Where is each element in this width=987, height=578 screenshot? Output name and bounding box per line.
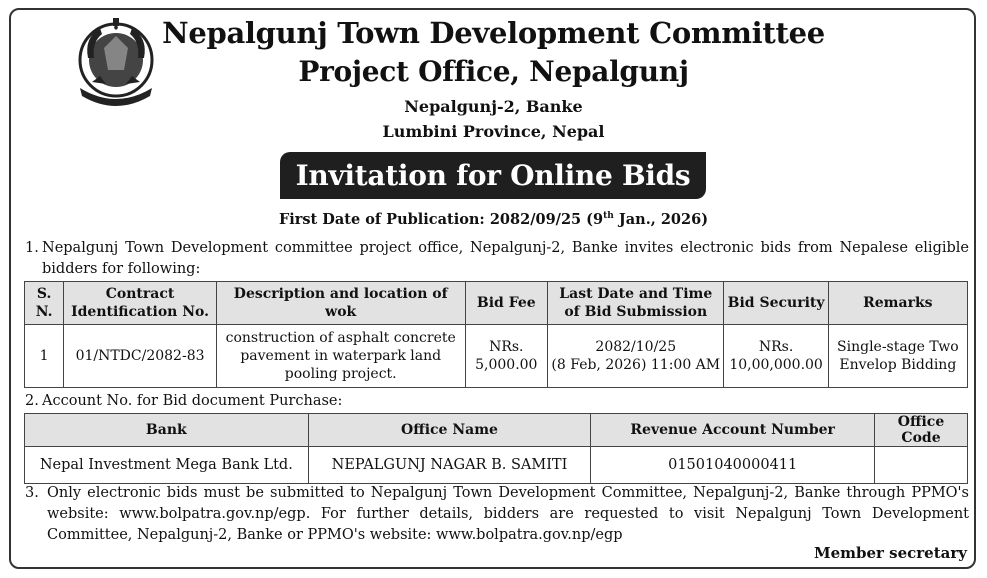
account-table — [24, 413, 968, 484]
paragraph-2 — [25, 391, 969, 412]
publication-date-suffix: Jan., 2026) — [613, 211, 709, 228]
paragraph-text: Nepalgunj Town Development committee project office, Nepalgunj-2, Banke invites electronic bids from Nepalese eligible bidders for following: — [42, 240, 969, 277]
header-sn: S. N. — [25, 282, 64, 325]
paragraph-number: 1. — [25, 240, 39, 256]
paragraph-number: 3. — [25, 485, 39, 501]
paragraph-number: 2. — [25, 393, 39, 409]
paragraph-3 — [25, 483, 969, 546]
header-remarks: Remarks — [828, 282, 967, 325]
bid-table — [24, 281, 968, 388]
header-last-date: Last Date and Time of Bid Submission — [548, 282, 724, 325]
last-date: 2082/10/25 — [595, 339, 677, 355]
committee-title: Nepalgunj Town Development Committee — [162, 16, 825, 50]
table-row — [25, 447, 968, 484]
header-bid-security: Bid Security — [724, 282, 828, 325]
address-line-1: Nepalgunj-2, Banke — [404, 97, 583, 116]
cell-description: construction of asphalt concrete pavement in waterpark land pooling project. — [216, 325, 465, 388]
table-row — [25, 325, 968, 388]
cell-office-code — [875, 447, 968, 484]
header-contract-id: Contract Identification No. — [64, 282, 217, 325]
office-title: Project Office, Nepalgunj — [298, 55, 689, 88]
paragraph-1 — [25, 238, 969, 280]
cell-bid-fee: NRs. 5,000.00 — [465, 325, 548, 388]
paragraph-text: Account No. for Bid document Purchase: — [42, 393, 343, 409]
signature: Member secretary — [813, 544, 967, 562]
header-office-name: Office Name — [308, 414, 591, 447]
publication-date — [0, 211, 987, 228]
bid-table-header-row — [25, 282, 968, 325]
account-table-header-row — [25, 414, 968, 447]
header-account-number: Revenue Account Number — [591, 414, 875, 447]
cell-bank: Nepal Investment Mega Bank Ltd. — [25, 447, 309, 484]
cell-remarks: Single-stage Two Envelop Bidding — [828, 325, 967, 388]
header-bank: Bank — [25, 414, 309, 447]
notice-banner: Invitation for Online Bids — [280, 152, 706, 199]
cell-last-date — [548, 325, 724, 388]
header-description: Description and location of wok — [216, 282, 465, 325]
cell-bid-security: NRs. 10,00,000.00 — [724, 325, 828, 388]
publication-date-sup: th — [603, 211, 614, 222]
cell-account-number: 01501040000411 — [591, 447, 875, 484]
header-bid-fee: Bid Fee — [465, 282, 548, 325]
publication-date-prefix: First Date of Publication: 2082/09/25 (9 — [278, 211, 604, 228]
last-time: (8 Feb, 2026) 11:00 AM — [551, 357, 721, 373]
header-office-code: Office Code — [875, 414, 968, 447]
cell-sn: 1 — [25, 325, 64, 388]
address-line-2: Lumbini Province, Nepal — [382, 122, 605, 141]
cell-contract-id: 01/NTDC/2082-83 — [64, 325, 217, 388]
paragraph-text: Only electronic bids must be submitted to Nepalgunj Town Development Committee, Nepalgunj-2, Banke through PPMO's website: www.bolpatra.gov.np/egp. For further details, bidders are requested to visit Nepalgunj Town Development Committee, Nepalgunj-2, Banke or PPMO's website: www.bolpatra.gov.np/egp — [47, 485, 969, 543]
cell-office-name: NEPALGUNJ NAGAR B. SAMITI — [308, 447, 591, 484]
